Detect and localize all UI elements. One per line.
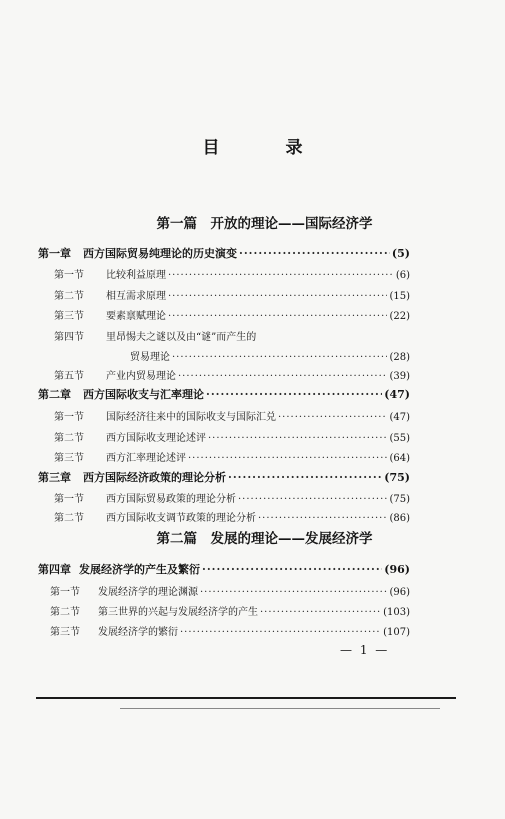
toc-chapter-4 <box>38 561 410 577</box>
page-ref: (6) <box>395 270 410 281</box>
chapter-label: 第三章 <box>38 471 71 484</box>
section-title: 西方国际贸易政策的理论分析 <box>106 494 236 505</box>
page-ref: (96) <box>389 587 410 598</box>
section-title: 产业内贸易理论 <box>106 371 176 382</box>
dot-leader <box>188 453 387 464</box>
section-title: 要素禀赋理论 <box>106 311 166 322</box>
toc-section <box>54 449 410 464</box>
section-title: 发展经济学的繁衍 <box>98 627 178 638</box>
section-title: 西方国际收支调节政策的理论分析 <box>106 513 256 524</box>
toc-section <box>54 307 410 322</box>
bottom-rule <box>36 697 456 699</box>
dot-leader <box>168 311 387 322</box>
toc-section <box>54 287 410 302</box>
toc-section <box>54 408 410 423</box>
page-ref: (64) <box>389 453 410 464</box>
toc-chapter-2 <box>38 386 410 402</box>
page-ref: (75) <box>384 471 410 484</box>
section-label: 第二节 <box>54 513 84 524</box>
toc-chapter-1 <box>38 245 410 261</box>
toc-section <box>54 509 410 524</box>
section-label: 第一节 <box>50 587 80 598</box>
page-number: — 1 — <box>340 643 390 657</box>
page-ref: (103) <box>383 607 410 618</box>
part-heading: 第一篇 开放的理论——国际经济学 <box>156 216 373 232</box>
dot-leader <box>200 587 387 598</box>
dot-leader <box>228 471 382 484</box>
page-ref: (5) <box>391 247 410 260</box>
toc-section-continued <box>130 348 410 363</box>
dot-leader <box>180 627 381 638</box>
section-label: 第三节 <box>54 453 84 464</box>
page-ref: (75) <box>389 494 410 505</box>
chapter-label: 第一章 <box>38 247 71 260</box>
page-ref: (96) <box>384 563 410 576</box>
section-title: 相互需求原理 <box>106 291 166 302</box>
bottom-rule-faint <box>120 708 440 709</box>
page-ref: (47) <box>389 412 410 423</box>
page-ref: (47) <box>384 388 410 401</box>
dot-leader <box>238 494 387 505</box>
dot-leader <box>278 412 387 423</box>
dot-leader <box>206 388 382 401</box>
section-title: 西方汇率理论述评 <box>106 453 186 464</box>
dot-leader <box>258 513 387 524</box>
chapter-title: 西方国际经济政策的理论分析 <box>83 471 226 484</box>
section-label: 第一节 <box>54 270 84 281</box>
toc-section <box>54 429 410 444</box>
toc-section <box>54 490 410 505</box>
page-ref: (86) <box>389 513 410 524</box>
page-ref: (39) <box>389 371 410 382</box>
section-label: 第五节 <box>54 371 84 382</box>
dot-leader <box>168 291 387 302</box>
section-title: 国际经济往来中的国际收支与国际汇兑 <box>106 412 276 423</box>
chapter-label: 第二章 <box>38 388 71 401</box>
section-label: 第三节 <box>54 311 84 322</box>
dot-leader <box>239 247 390 260</box>
dot-leader <box>260 607 381 618</box>
toc-section <box>54 328 354 343</box>
section-label: 第二节 <box>54 433 84 444</box>
section-title: 第三世界的兴起与发展经济学的产生 <box>98 607 258 618</box>
page-ref: (22) <box>389 311 410 322</box>
section-title: 西方国际收支理论述评 <box>106 433 206 444</box>
section-label: 第一节 <box>54 412 84 423</box>
section-label: 第四节 <box>54 332 84 343</box>
chapter-title: 西方国际贸易纯理论的历史演变 <box>83 247 237 260</box>
section-label: 第一节 <box>54 494 84 505</box>
chapter-title: 西方国际收支与汇率理论 <box>83 388 204 401</box>
section-label: 第三节 <box>50 627 80 638</box>
toc-section <box>50 623 410 638</box>
section-title: 发展经济学的理论渊源 <box>98 587 198 598</box>
section-title: 里昂惕夫之谜以及由“谜”而产生的 <box>106 332 257 343</box>
toc-section <box>54 266 410 281</box>
page-ref: (55) <box>389 433 410 444</box>
toc-section <box>50 603 410 618</box>
dot-leader <box>208 433 387 444</box>
dot-leader <box>168 270 394 281</box>
part-heading: 第二篇 发展的理论——发展经济学 <box>156 531 373 547</box>
toc-chapter-3 <box>38 469 410 485</box>
section-label: 第二节 <box>50 607 80 618</box>
dot-leader <box>178 371 387 382</box>
page-title: 目 录 <box>202 138 333 158</box>
section-label: 第二节 <box>54 291 84 302</box>
page-ref: (15) <box>389 291 410 302</box>
toc-section <box>50 583 410 598</box>
section-title: 比较利益原理 <box>106 270 166 281</box>
section-title: 贸易理论 <box>130 352 170 363</box>
toc-section <box>54 367 410 382</box>
dot-leader <box>172 352 387 363</box>
chapter-title: 发展经济学的产生及繁衍 <box>79 563 200 576</box>
page-ref: (28) <box>389 352 410 363</box>
dot-leader <box>202 563 382 576</box>
page-ref: (107) <box>383 627 410 638</box>
chapter-label: 第四章 <box>38 563 71 576</box>
